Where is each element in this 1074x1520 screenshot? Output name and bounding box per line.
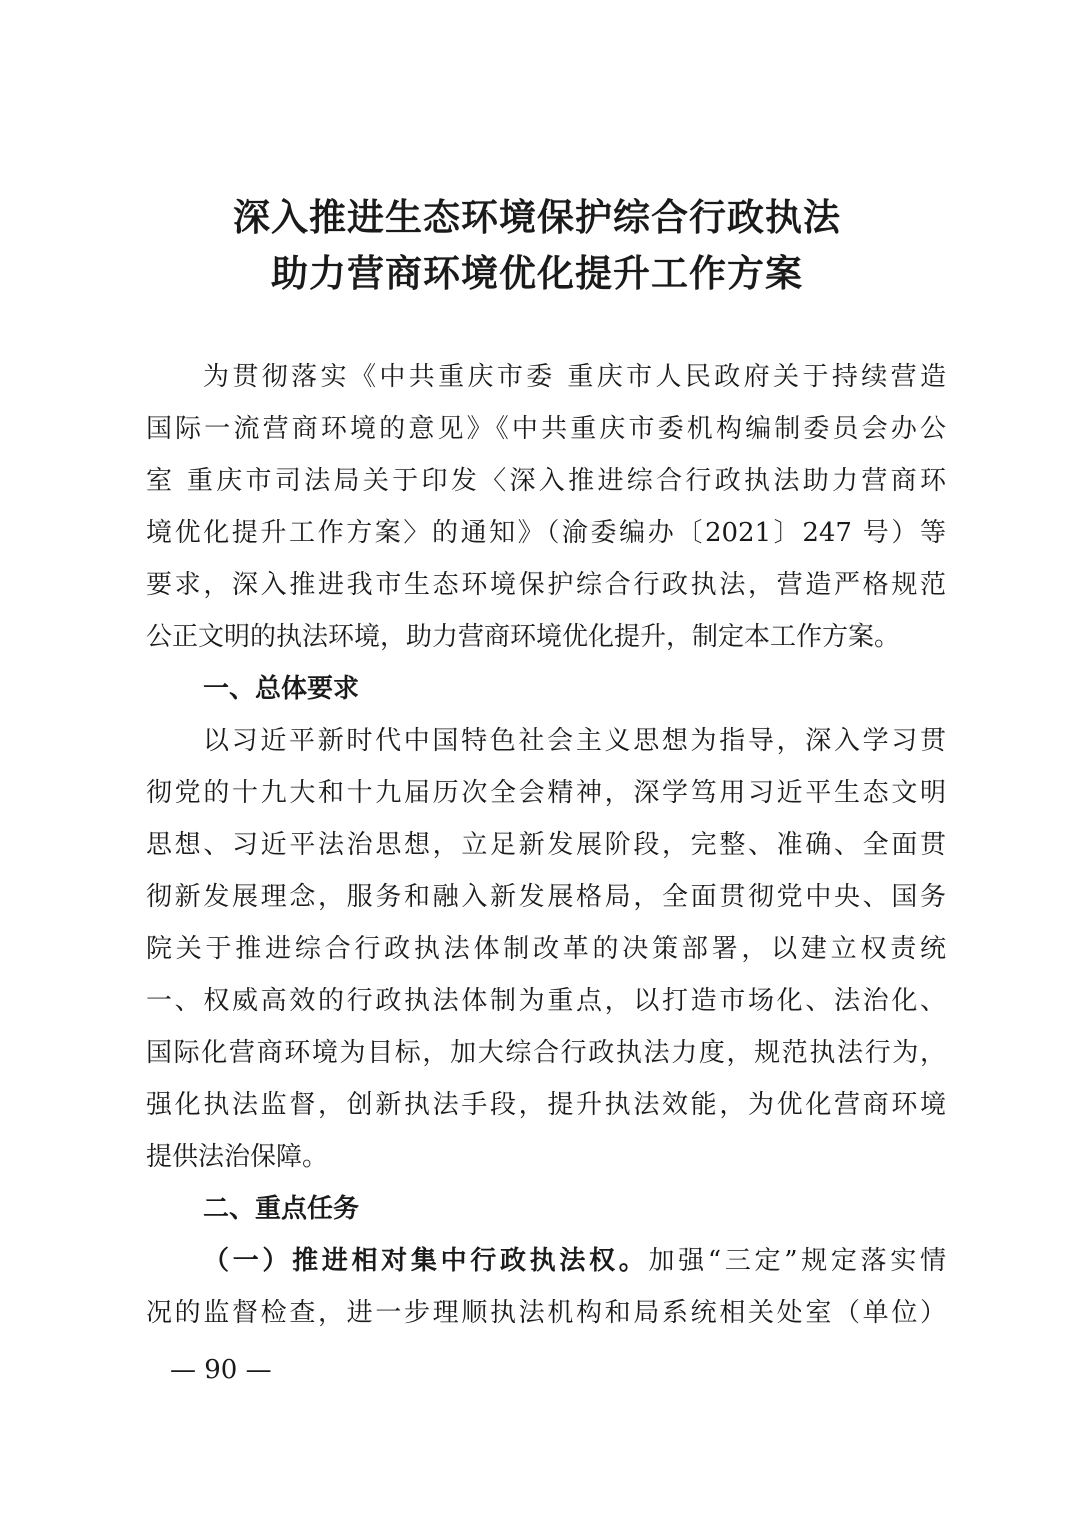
section-heading-general-requirements: 一、总体要求 bbox=[203, 674, 360, 704]
intro-line: 室 重庆市司法局关于印发〈深入推进综合行政执法助力营商环 bbox=[146, 466, 946, 496]
section1-line: 思想、习近平法治思想，立足新发展阶段，完整、准确、全面贯 bbox=[146, 830, 946, 860]
section1-line: 国际化营商环境为目标，加大综合行政执法力度，规范执法行为， bbox=[146, 1038, 946, 1068]
page-number: — 90 — bbox=[170, 1355, 272, 1385]
section1-line: 以习近平新时代中国特色社会主义思想为指导，深入学习贯 bbox=[203, 726, 946, 756]
section1-line: 彻党的十九大和十九届历次全会精神，深学笃用习近平生态文明 bbox=[146, 778, 946, 808]
document-title-line-1: 深入推进生态环境保护综合行政执法 bbox=[233, 196, 841, 239]
intro-line: 公正文明的执法环境，助力营商环境优化提升，制定本工作方案。 bbox=[146, 622, 901, 652]
section1-line: 彻新发展理念，服务和融入新发展格局，全面贯彻党中央、国务 bbox=[146, 882, 946, 912]
section1-line: 一、权威高效的行政执法体制为重点，以打造市场化、法治化、 bbox=[146, 986, 946, 1016]
task1-line-2: 况的监督检查，进一步理顺执法机构和局系统相关处室（单位） bbox=[146, 1298, 946, 1328]
intro-line: 国际一流营商环境的意见》《中共重庆市委机构编制委员会办公 bbox=[146, 414, 946, 444]
task1-line bbox=[203, 1244, 946, 1278]
section-heading-key-tasks: 二、重点任务 bbox=[203, 1194, 360, 1224]
intro-line: 要求，深入推进我市生态环境保护综合行政执法，营造严格规范 bbox=[146, 570, 946, 600]
intro-line: 为贯彻落实《中共重庆市委 重庆市人民政府关于持续营造 bbox=[203, 362, 946, 392]
section1-line: 强化执法监督，创新执法手段，提升执法效能，为优化营商环境 bbox=[146, 1090, 946, 1120]
document-title-line-2: 助力营商环境优化提升工作方案 bbox=[271, 252, 803, 295]
section1-line: 院关于推进综合行政执法体制改革的决策部署，以建立权责统 bbox=[146, 934, 946, 964]
intro-line: 境优化提升工作方案〉的通知》（渝委编办〔2021〕247 号）等 bbox=[146, 518, 946, 548]
section1-line: 提供法治保障。 bbox=[146, 1142, 329, 1172]
task1-lead: （一）推进相对集中行政执法权。 bbox=[203, 1246, 649, 1276]
task1-rest: 加强“三定”规定落实情 bbox=[648, 1246, 946, 1276]
